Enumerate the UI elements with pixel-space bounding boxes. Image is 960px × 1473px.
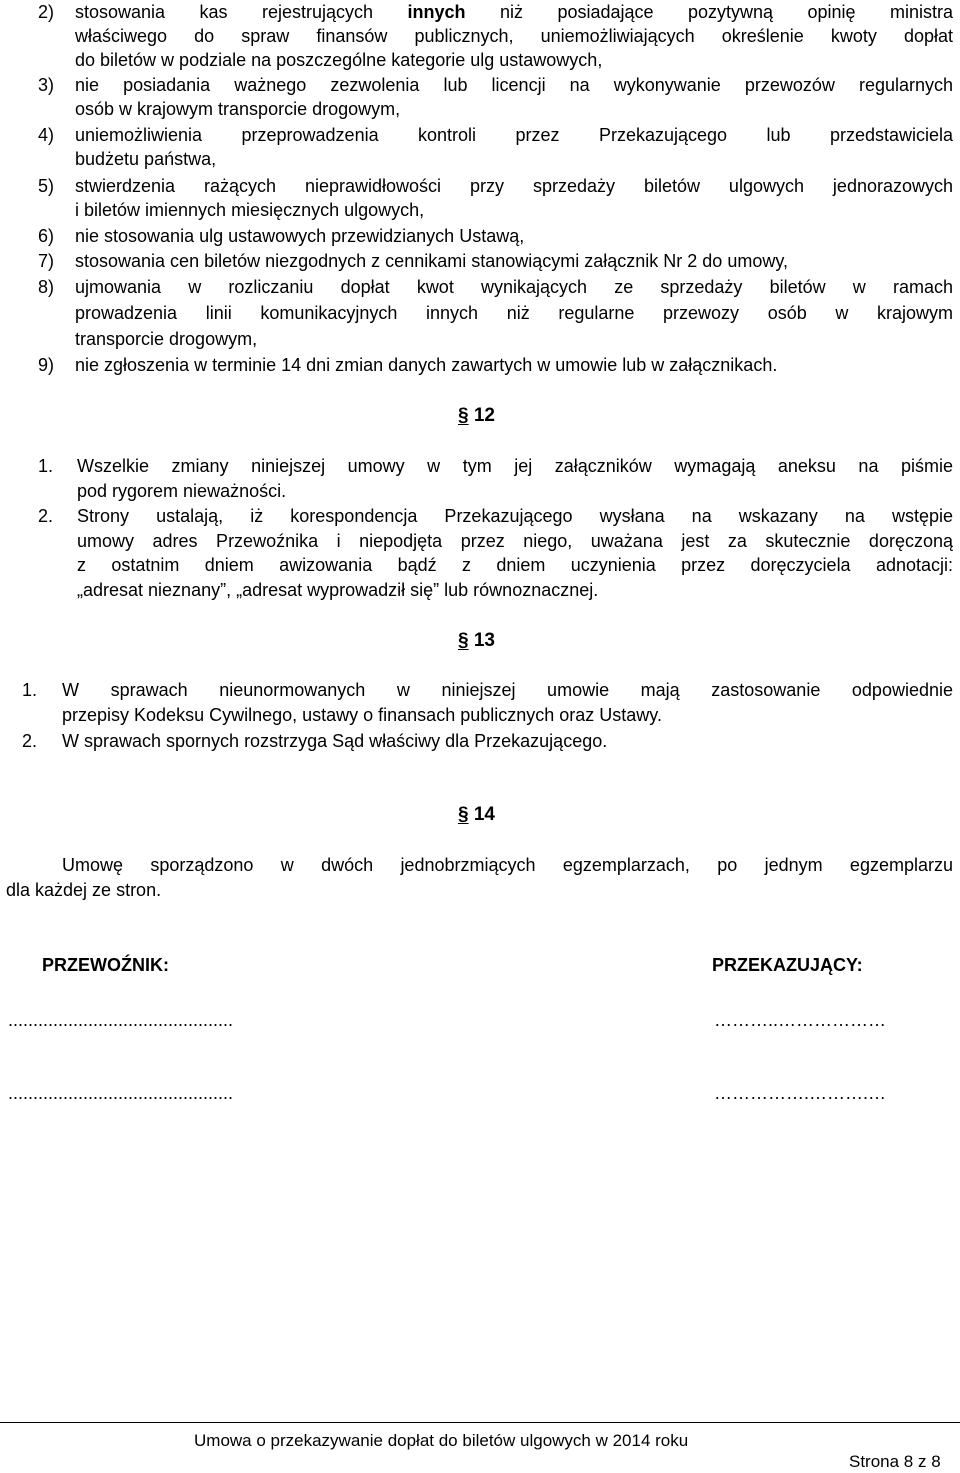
paragraph-text: Strony ustalają, iż korespondencja Przekazującego wysłana na wskazany na wstępie [77, 506, 953, 526]
emphasis-text: innych [407, 2, 466, 22]
list-number: 6) [38, 226, 55, 246]
list-item-text: transporcie drogowym, [75, 329, 258, 349]
section-heading-13 [458, 629, 495, 653]
list-item-text: stosowania cen biletów niezgodnych z cennikami stanowiącymi załącznik Nr 2 do umowy, [75, 251, 788, 271]
signature-line: ............................................. [8, 1010, 234, 1030]
paragraph-text: przepisy Kodeksu Cywilnego, ustawy o finansach publicznych oraz Ustawy. [62, 705, 662, 725]
list-number: 4) [38, 125, 55, 145]
section-symbol: § [458, 804, 469, 825]
list-item-text: stwierdzenia rażących nieprawidłowości przy sprzedaży biletów ulgowych jednorazowych [75, 176, 953, 196]
list-number: 9) [38, 355, 55, 375]
paragraph-text: pod rygorem nieważności. [77, 481, 287, 501]
list-number: 5) [38, 176, 55, 196]
section-symbol: § [458, 405, 469, 426]
footer-title: Umowa o przekazywanie dopłat do biletów ulgowych w 2014 roku [194, 1431, 689, 1450]
list-item-text: nie zgłoszenia w terminie 14 dni zmian danych zawartych w umowie lub w załącznikach. [75, 355, 778, 375]
list-item-text: ujmowania w rozliczaniu dopłat kwot wynikających ze sprzedaży biletów w ramach [75, 277, 953, 297]
page-number: Strona 8 z 8 [849, 1452, 941, 1471]
paragraph-text: W sprawach spornych rozstrzyga Sąd właściwy dla Przekazującego. [62, 731, 608, 751]
signature-line: …………….……….… [714, 1083, 887, 1103]
section-number: 13 [473, 630, 495, 651]
paragraph-text: Wszelkie zmiany niniejszej umowy w tym jej załączników wymagają aneksu na piśmie [77, 456, 953, 476]
paragraph-text: z ostatnim dniem awizowania bądź z dniem uczynienia przez doręczyciela adnotacji: [77, 555, 953, 575]
signature-label-transferor: PRZEKAZUJĄCY: [712, 955, 863, 975]
footer-divider [0, 1422, 960, 1423]
list-number: 7) [38, 251, 55, 271]
closing-paragraph-text: dla każdej ze stron. [6, 880, 162, 900]
list-item-text: właściwego do spraw finansów publicznych, uniemożliwiających określenie kwoty dopłat [75, 26, 953, 46]
list-item-text: nie posiadania ważnego zezwolenia lub licencji na wykonywanie przewozów regularnych [75, 75, 953, 95]
paragraph-text: umowy adres Przewoźnika i niepodjęta przez niego, uważana jest za skutecznie doręczoną [77, 531, 953, 551]
list-number: 8) [38, 277, 55, 297]
signature-label-carrier: PRZEWOŹNIK: [42, 955, 169, 975]
signature-line: ............................................. [8, 1083, 234, 1103]
section-heading-14 [458, 803, 495, 827]
paragraph-number: 1. [38, 456, 54, 476]
section-number: 12 [473, 405, 495, 426]
paragraph-number: 1. [22, 680, 38, 700]
section-heading-12 [458, 404, 495, 428]
list-item-text: stosowania kas rejestrujących innych niż posiadające pozytywną opinię ministra [75, 2, 953, 22]
section-symbol: § [458, 630, 469, 651]
list-item-text: prowadzenia linii komunikacyjnych innych niż regularne przewozy osób w krajowym [75, 303, 953, 323]
section-number: 14 [473, 804, 495, 825]
list-item-text: do biletów w podziale na poszczególne kategorie ulg ustawowych, [75, 50, 603, 70]
paragraph-text: W sprawach nieunormowanych w niniejszej umowie mają zastosowanie odpowiednie [62, 680, 953, 700]
list-item-text: osób w krajowym transporcie drogowym, [75, 99, 401, 119]
paragraph-number: 2. [22, 731, 38, 751]
list-number: 2) [38, 2, 55, 22]
list-item-text: uniemożliwienia przeprowadzenia kontroli przez Przekazującego lub przedstawiciela [75, 125, 953, 145]
paragraph-text: „adresat nieznany”, „adresat wyprowadził się” lub równoznacznej. [77, 580, 599, 600]
list-item-text: budżetu państwa, [75, 149, 217, 169]
paragraph-number: 2. [38, 506, 54, 526]
list-item-text: nie stosowania ulg ustawowych przewidzianych Ustawą, [75, 226, 525, 246]
signature-line: ………..……………… [714, 1010, 887, 1030]
list-item-text: i biletów imiennych miesięcznych ulgowych, [75, 200, 425, 220]
closing-paragraph-text: Umowę sporządzono w dwóch jednobrzmiących egzemplarzach, po jednym egzemplarzu [62, 855, 953, 875]
list-number: 3) [38, 75, 55, 95]
